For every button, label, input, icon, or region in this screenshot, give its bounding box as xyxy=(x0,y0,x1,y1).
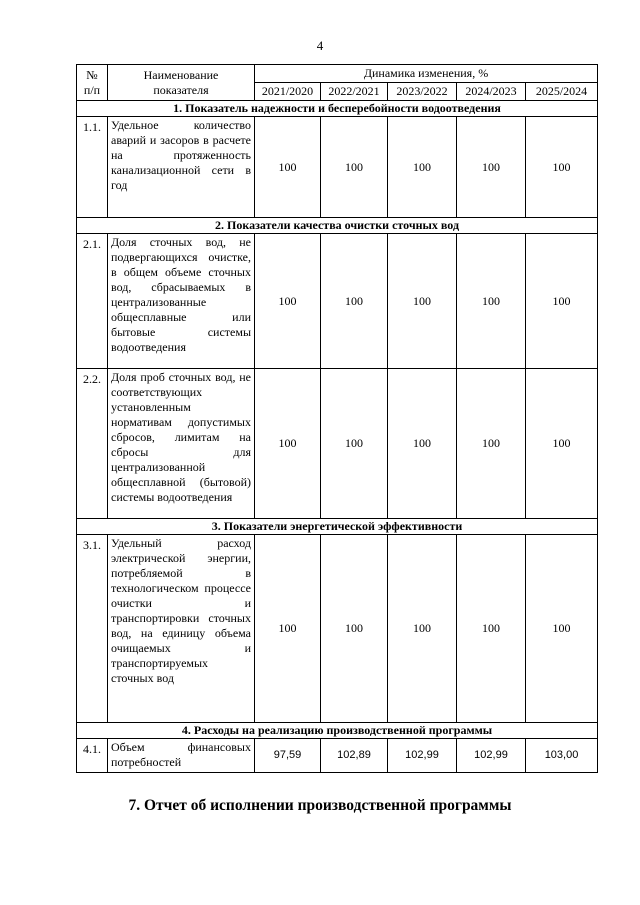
header-num xyxy=(77,65,108,101)
row-value: 100 xyxy=(526,234,598,369)
row-value: 102,99 xyxy=(388,739,457,773)
header-year: 2022/2021 xyxy=(321,83,388,101)
row-value: 100 xyxy=(526,369,598,519)
section-title: 2. Показатели качества очистки сточных вод xyxy=(77,218,598,234)
row-value: 100 xyxy=(457,117,526,218)
table-row xyxy=(77,117,598,218)
header-dynamics: Динамика изменения, % xyxy=(255,65,598,83)
header-year: 2024/2023 xyxy=(457,83,526,101)
header-row-1 xyxy=(77,65,598,83)
table-row xyxy=(77,739,598,773)
section-heading: 7. Отчет об исполнении производственной программы xyxy=(128,797,512,814)
row-name: Объем финансовых потребностей xyxy=(108,739,255,773)
header-name xyxy=(108,65,255,101)
header-name-line2: показателя xyxy=(153,82,209,97)
row-value: 100 xyxy=(388,117,457,218)
row-value: 100 xyxy=(255,369,321,519)
header-name-line1: Наименование xyxy=(143,67,219,82)
section-title: 3. Показатели энергетической эффективности xyxy=(77,519,598,535)
row-value: 100 xyxy=(457,535,526,723)
row-value: 100 xyxy=(526,117,598,218)
table-row xyxy=(77,234,598,369)
row-value: 100 xyxy=(321,535,388,723)
row-value: 100 xyxy=(321,234,388,369)
row-value: 100 xyxy=(255,234,321,369)
row-value: 100 xyxy=(321,117,388,218)
section-row xyxy=(77,519,598,535)
row-value: 100 xyxy=(388,234,457,369)
row-value: 102,89 xyxy=(321,739,388,773)
row-value: 100 xyxy=(388,369,457,519)
row-value: 97,59 xyxy=(255,739,321,773)
table-row xyxy=(77,535,598,723)
row-value: 103,00 xyxy=(526,739,598,773)
row-value: 100 xyxy=(255,117,321,218)
section-row xyxy=(77,218,598,234)
header-year: 2023/2022 xyxy=(388,83,457,101)
section-row xyxy=(77,101,598,117)
header-year: 2025/2024 xyxy=(526,83,598,101)
header-num-line1: № xyxy=(86,67,98,82)
row-number: 4.1. xyxy=(77,739,108,773)
row-name: Доля сточных вод, не подвергающихся очистке, в общем объеме сточных вод, сбрасываемых в централизованные общесплавные или бытовые системы водоотведения xyxy=(108,234,255,369)
row-number: 2.2. xyxy=(77,369,108,519)
section-row xyxy=(77,723,598,739)
row-name: Удельный расход электрической энергии, потребляемой в технологическом процессе очистки и транспортировки сточных вод, на единицу объема очищаемых и транспортируемых сточных вод xyxy=(108,535,255,723)
row-value: 100 xyxy=(255,535,321,723)
section-title: 4. Расходы на реализацию производственной программы xyxy=(77,723,598,739)
row-value: 100 xyxy=(526,535,598,723)
row-name: Удельное количество аварий и засоров в расчете на протяженность канализационной сети в год xyxy=(108,117,255,218)
page-number: 4 xyxy=(316,38,324,53)
header-year: 2021/2020 xyxy=(255,83,321,101)
row-value: 102,99 xyxy=(457,739,526,773)
header-num-line2: п/п xyxy=(83,82,101,97)
row-value: 100 xyxy=(457,369,526,519)
row-value: 100 xyxy=(388,535,457,723)
table-row xyxy=(77,369,598,519)
row-number: 2.1. xyxy=(77,234,108,369)
row-value: 100 xyxy=(457,234,526,369)
row-name: Доля проб сточных вод, не соответствующих установленным нормативам допустимых сбросов, лимитам на сбросы для централизованной общесплавной (бытовой) системы водоотведения xyxy=(108,369,255,519)
section-title: 1. Показатель надежности и бесперебойности водоотведения xyxy=(77,101,598,117)
indicators-table xyxy=(76,64,598,773)
row-number: 1.1. xyxy=(77,117,108,218)
row-value: 100 xyxy=(321,369,388,519)
row-number: 3.1. xyxy=(77,535,108,723)
